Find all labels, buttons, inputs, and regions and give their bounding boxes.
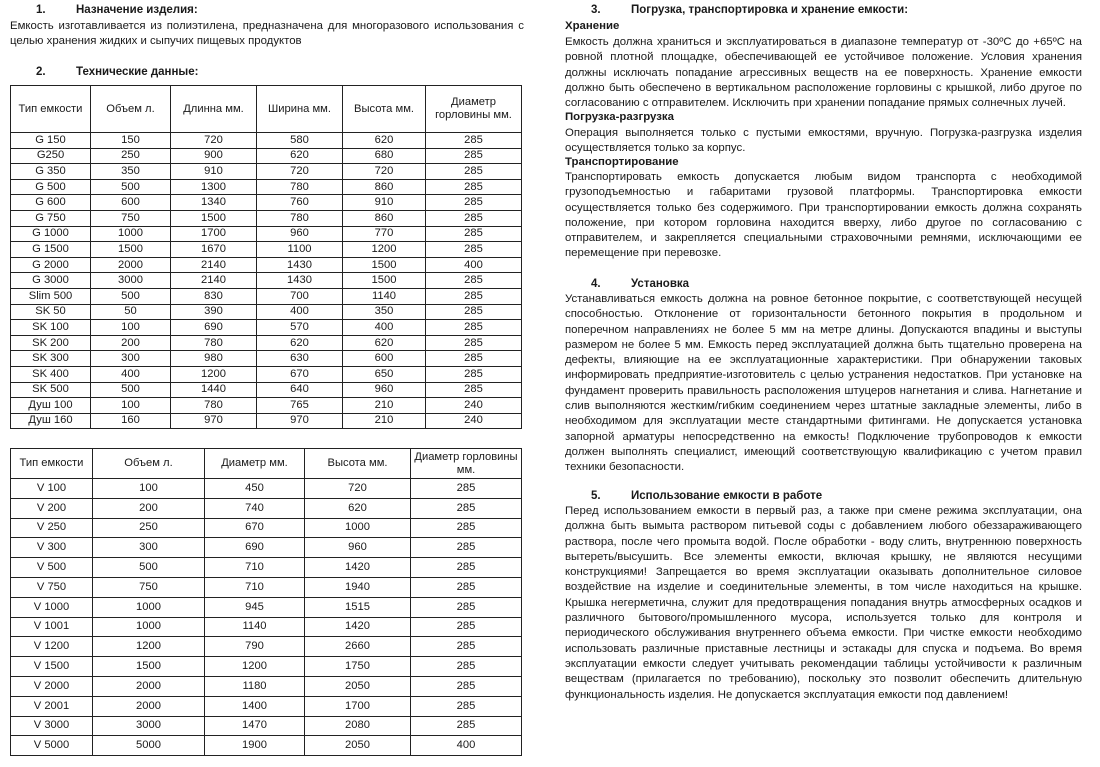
table-cell: 600 [343,351,426,367]
table-cell: 1500 [171,210,257,226]
table-cell: V 2000 [11,676,93,696]
table-row [11,273,522,289]
table-cell: SK 400 [11,366,91,382]
table-cell: 1180 [205,676,305,696]
column-header: Диаметр горловины мм. [426,86,522,133]
table-row [11,257,522,273]
table-cell: 620 [343,133,426,149]
column-header: Длинна мм. [171,86,257,133]
table-cell: 3000 [91,273,171,289]
table-cell: 210 [343,413,426,429]
column-header: Тип емкости [11,449,93,479]
table-cell: 285 [426,242,522,258]
table-cell: 240 [426,398,522,414]
table-cell: 1500 [343,257,426,273]
table-row [11,597,522,617]
table-cell: 1940 [305,577,411,597]
table-cell: 970 [171,413,257,429]
section-2-title: Технические данные: [76,66,199,78]
column-header: Высота мм. [305,449,411,479]
table-row [11,558,522,578]
table-cell: 690 [205,538,305,558]
table-cell: 400 [91,366,171,382]
section-3-heading [565,3,1082,18]
table-cell: 690 [171,320,257,336]
table-cell: 285 [426,335,522,351]
table-cell: 285 [411,538,522,558]
table-cell: 285 [411,696,522,716]
table-cell: 450 [205,479,305,499]
table-cell: V 1500 [11,657,93,677]
table-row [11,637,522,657]
column-header: Ширина мм. [257,86,343,133]
table-cell: 285 [411,577,522,597]
table-cell: 100 [91,398,171,414]
table-cell: V 750 [11,577,93,597]
table-cell: 1200 [343,242,426,258]
table-row [11,479,522,499]
table-cell: 980 [171,351,257,367]
table-cell: 620 [257,335,343,351]
table-cell: 285 [426,179,522,195]
section-1-number: 1. [36,4,46,16]
table-cell: 285 [411,558,522,578]
table-row [11,210,522,226]
column-header: Тип емкости [11,86,91,133]
table-cell: 350 [91,164,171,180]
table-cell: 285 [411,716,522,736]
table-row [11,696,522,716]
table-cell: 620 [257,148,343,164]
table-cell: 50 [91,304,171,320]
table-cell: 2660 [305,637,411,657]
table-cell: 740 [205,498,305,518]
table-cell: SK 200 [11,335,91,351]
table-cell: 760 [257,195,343,211]
table-cell: 285 [411,597,522,617]
transport-heading: Транспортирование [565,156,679,168]
table-cell: G 150 [11,133,91,149]
table-cell: 1200 [93,637,205,657]
table-cell: 830 [171,288,257,304]
table-cell: 285 [426,288,522,304]
table-cell: G 500 [11,179,91,195]
table-cell: 2140 [171,257,257,273]
table-cell: G 600 [11,195,91,211]
section-1-text: Емкость изготавливается из полиэтилена, предназначена для многоразового использования с целью хранения жидких и сыпучих пищевых продуктов [10,20,524,48]
table-cell: SK 300 [11,351,91,367]
table-cell: 860 [343,179,426,195]
table-header-row [11,449,522,479]
table-cell: 1200 [171,366,257,382]
table-row [11,351,522,367]
table-cell: V 500 [11,558,93,578]
table-cell: G 350 [11,164,91,180]
section-4-title: Установка [631,278,690,290]
table-cell: 1100 [257,242,343,258]
table-cell: 750 [93,577,205,597]
table-row [11,164,522,180]
table-cell: 285 [426,226,522,242]
table-cell: 350 [343,304,426,320]
table-cell: 240 [426,413,522,429]
table-cell: 780 [257,210,343,226]
table-cell: 285 [411,617,522,637]
table-cell: 500 [93,558,205,578]
section-3-number: 3. [591,4,601,16]
table-cell: 630 [257,351,343,367]
section-4-number: 4. [591,278,601,290]
table-cell: 720 [257,164,343,180]
table-row [11,657,522,677]
table-cell: 910 [171,164,257,180]
table-cell: 1670 [171,242,257,258]
table-row [11,288,522,304]
table-row [11,226,522,242]
table-cell: G 1000 [11,226,91,242]
table-cell: V 1001 [11,617,93,637]
table-cell: 1430 [257,257,343,273]
section-4-text: Устанавливаться емкость должна на ровное бетонное покрытие, с соответствующей несущей способностью. Отклонение от горизонтальности бетонного покрытия в продольном и поперечном направлениях не более 5 мм на метре длины. Допускаются впадины и выступы размером не более 5 мм. Емкость перед эксплуатацией должна быть тщательно проверена на дефекты, влияющие на ее эксплуатационные характеристики. При обнаружении таковых информировать предприятие-изготовитель с целью устранения недостатков. При установке на фундамент проверить правильность расположения штуцеров нагнетания и слива. Нагнетание и слив выполняются жестким/гибким соединением через штатные закладные элементы, либо в необходимом для эксплуатации месте стандартными фитингами. Не допускается установка запорной арматуры непосредственно на емкость! Подключение трубопроводов к емкости должен выполнять специалист, имеющий соответствующую квалификацию с учетом правил техники безопасности. [565,293,1082,474]
column-header: Диаметр мм. [205,449,305,479]
table-cell: 1700 [305,696,411,716]
table-cell: G 750 [11,210,91,226]
section-5-number: 5. [591,490,601,502]
table-cell: SK 100 [11,320,91,336]
table-row [11,195,522,211]
table-row [11,676,522,696]
table-cell: G250 [11,148,91,164]
table-cell: Slim 500 [11,288,91,304]
table-cell: 1000 [93,617,205,637]
table-cell: 500 [91,288,171,304]
table-cell: 1140 [343,288,426,304]
table-row [11,382,522,398]
table-cell: Душ 160 [11,413,91,429]
table-row [11,498,522,518]
table-row [11,617,522,637]
table-cell: 580 [257,133,343,149]
table-cell: 1750 [305,657,411,677]
table-row [11,335,522,351]
table-cell: 285 [426,133,522,149]
table-cell: 285 [426,351,522,367]
table-row [11,538,522,558]
table-cell: 400 [411,736,522,756]
storage-text: Емкость должна храниться и эксплуатироваться в диапазоне температур от -30ºС до +65ºС на ровной плотной площадке, обеспечивающей ее устойчивое положение. Условия хранения должны исключать попадание агрессивных веществ на ее поверхность. Хранение емкости должно быть обеспечено в вертикальном расположение горловины с крышкой, либо другое по согласованию с отправителем. Исключить при хранении попадание прямых солнечных лучей. [565,36,1082,110]
table-cell: 285 [411,676,522,696]
table-cell: V 2001 [11,696,93,716]
table-cell: 945 [205,597,305,617]
section-5-text: Перед использованием емкости в первый раз, а также при смене режима эксплуатации, она должна быть вымыта раствором питьевой соды с добавлением любого обеззараживающего раствора, после чего промыта водой. После обработки - воду слить, внутреннюю поверхность вытереть/высушить. Все элементы емкости, включая крышку, не являются несущими конструкциями! Запрещается во время эксплуатации оказывать дополнительное силовое воздействие на изделие и соединительные элементы, в том числе находиться на крышке. Крышка негерметична, служит для предотвращения попадания внутрь атмосферных осадков и различного бытового/промышленного мусора, используется только для контроля и периодического обслуживания внутреннего объема емкости. При чистке емкости необходимо использовать различные приставные лестницы и эстакады для спуска и подъема. Во время эксплуатации емкости следует учитывать рекомендации таблицы устойчивости к различным веществам (прилагается по требованию), поскольку это позволит обеспечить длительную функциональность изделия. Не допускается эксплуатация емкости под давлением! [565,505,1082,701]
table-cell: 1500 [93,657,205,677]
table-cell: 1900 [205,736,305,756]
table-cell: 710 [205,558,305,578]
table-cell: 1700 [171,226,257,242]
table-row [11,736,522,756]
table-cell: 2140 [171,273,257,289]
loading-heading: Погрузка-разгрузка [565,111,674,123]
table-cell: 970 [257,413,343,429]
table-cell: V 300 [11,538,93,558]
storage-heading: Хранение [565,20,620,32]
table-row [11,304,522,320]
table-cell: 960 [305,538,411,558]
table-row [11,413,522,429]
table-cell: 1420 [305,558,411,578]
table-cell: 750 [91,210,171,226]
table-cell: 5000 [93,736,205,756]
section-1-heading [10,3,524,18]
table-cell: V 5000 [11,736,93,756]
table-cell: 790 [205,637,305,657]
table-cell: 960 [257,226,343,242]
table-cell: 200 [91,335,171,351]
table-cell: 620 [343,335,426,351]
table-cell: 1440 [171,382,257,398]
table-cell: 650 [343,366,426,382]
table-cell: 285 [426,273,522,289]
tank-specs-table-v [10,448,522,756]
table-cell: 770 [343,226,426,242]
table-cell: 1000 [91,226,171,242]
table-row [11,133,522,149]
table-cell: 2050 [305,676,411,696]
table-cell: 285 [411,657,522,677]
table-cell: 500 [91,179,171,195]
table-cell: 2000 [91,257,171,273]
table-row [11,518,522,538]
table-cell: 400 [343,320,426,336]
table-cell: 1000 [93,597,205,617]
table-cell: 620 [305,498,411,518]
table-cell: 570 [257,320,343,336]
table-row [11,242,522,258]
column-header: Диаметр горловины мм. [411,449,522,479]
table-cell: V 1000 [11,597,93,617]
table-cell: 285 [426,320,522,336]
table-cell: Душ 100 [11,398,91,414]
table-cell: 285 [426,210,522,226]
column-header: Объем л. [91,86,171,133]
table-cell: 960 [343,382,426,398]
table-cell: 400 [257,304,343,320]
table-cell: 600 [91,195,171,211]
table-cell: 1200 [205,657,305,677]
table-cell: V 1200 [11,637,93,657]
table-cell: 500 [91,382,171,398]
table-header-row [11,86,522,133]
transport-text: Транспортировать емкость допускается любым видом транспорта с необходимой грузоподъемностью и габаритами грузовой платформы. Транспортировка емкости осуществляется только без содержимого. При транспортировании емкость должна сохранять положение, при котором горловина находится вверху, либо другое по согласованию с отправителем, и закрепляется специальными страховочными ремнями, исключающими ее перемещение при перевозке. [565,171,1082,260]
table-cell: 100 [91,320,171,336]
table-row [11,366,522,382]
table-cell: 2050 [305,736,411,756]
table-cell: 720 [305,479,411,499]
table-cell: 250 [93,518,205,538]
section-4-heading [565,277,1082,292]
table-cell: 1470 [205,716,305,736]
table-cell: SK 50 [11,304,91,320]
section-1-title: Назначение изделия: [76,4,198,16]
table-cell: 160 [91,413,171,429]
table-cell: G 1500 [11,242,91,258]
table-cell: V 200 [11,498,93,518]
table-row [11,320,522,336]
table-cell: 1000 [305,518,411,538]
table-cell: 150 [91,133,171,149]
table-cell: G 2000 [11,257,91,273]
table-cell: 200 [93,498,205,518]
table-cell: 300 [91,351,171,367]
table-row [11,179,522,195]
column-header: Высота мм. [343,86,426,133]
table-cell: 860 [343,210,426,226]
table-cell: 285 [426,164,522,180]
table-cell: 1430 [257,273,343,289]
table-cell: 210 [343,398,426,414]
table-cell: 285 [411,518,522,538]
table-cell: 1140 [205,617,305,637]
table-cell: 700 [257,288,343,304]
table-cell: 780 [257,179,343,195]
table-cell: 2000 [93,676,205,696]
section-5-heading [565,489,1082,504]
table-cell: 1400 [205,696,305,716]
section-2-number: 2. [36,66,46,78]
section-3-title: Погрузка, транспортировка и хранение емкости: [631,4,909,16]
loading-text: Операция выполняется только с пустыми емкостями, вручную. Погрузка-разгрузка изделия осуществляется только за корпус. [565,127,1082,155]
table-cell: 780 [171,335,257,351]
table-cell: 1300 [171,179,257,195]
table-cell: 100 [93,479,205,499]
table-row [11,148,522,164]
table-cell: 1500 [91,242,171,258]
table-cell: 1420 [305,617,411,637]
table-cell: 285 [411,498,522,518]
table-cell: 710 [205,577,305,597]
section-2-heading [10,65,524,80]
column-header: Объем л. [93,449,205,479]
table-cell: 2080 [305,716,411,736]
table-cell: 670 [257,366,343,382]
table-cell: 680 [343,148,426,164]
table-cell: 300 [93,538,205,558]
table-cell: 285 [426,195,522,211]
table-cell: 1515 [305,597,411,617]
table-row [11,716,522,736]
table-cell: 910 [343,195,426,211]
table-row [11,398,522,414]
table-cell: 720 [343,164,426,180]
table-cell: 900 [171,148,257,164]
table-cell: 765 [257,398,343,414]
table-cell: 3000 [93,716,205,736]
table-cell: 285 [426,148,522,164]
table-cell: 285 [426,382,522,398]
table-cell: 2000 [93,696,205,716]
table-cell: G 3000 [11,273,91,289]
table-cell: 1340 [171,195,257,211]
table-cell: 400 [426,257,522,273]
table-cell: 285 [411,479,522,499]
table-cell: 1500 [343,273,426,289]
table-cell: V 3000 [11,716,93,736]
table-cell: SK 500 [11,382,91,398]
table-cell: 285 [426,304,522,320]
table-cell: V 100 [11,479,93,499]
table-cell: 390 [171,304,257,320]
table-cell: 640 [257,382,343,398]
table-cell: 670 [205,518,305,538]
table-cell: 780 [171,398,257,414]
table-cell: 250 [91,148,171,164]
tank-specs-table-g [10,85,522,429]
table-cell: 720 [171,133,257,149]
section-5-title: Использование емкости в работе [631,490,823,502]
table-cell: 285 [426,366,522,382]
table-row [11,577,522,597]
table-cell: V 250 [11,518,93,538]
table-cell: 285 [411,637,522,657]
